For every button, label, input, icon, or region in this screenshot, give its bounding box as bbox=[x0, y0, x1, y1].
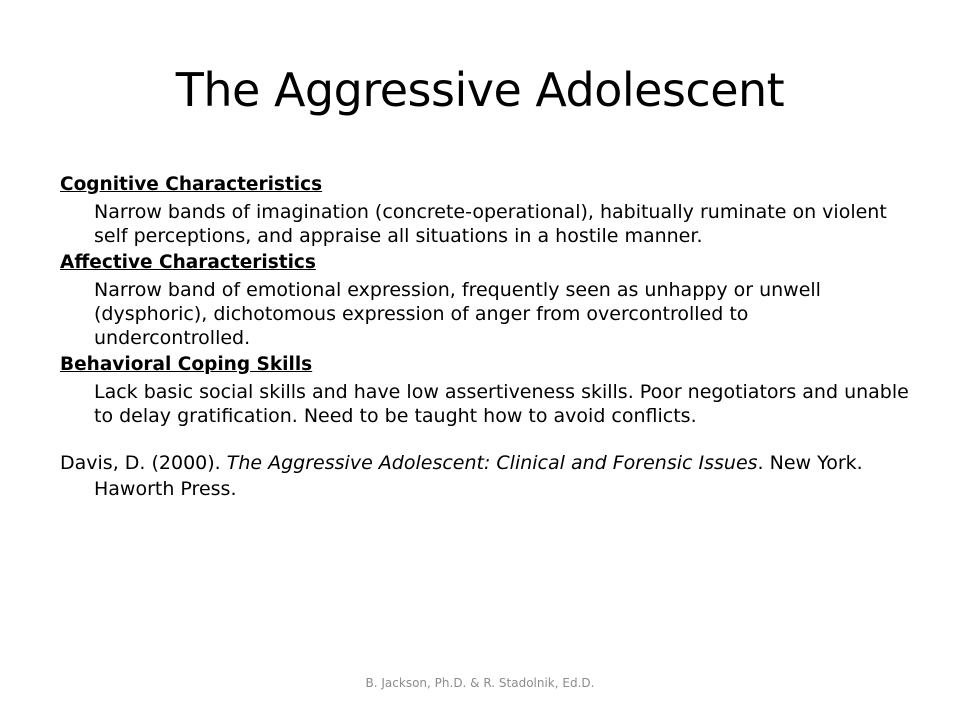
reference-citation bbox=[60, 450, 910, 502]
section-text-behavioral: Lack basic social skills and have low assertiveness skills. Poor negotiators and unable to delay gratification. Need to be taught how to avoid conflicts. bbox=[94, 381, 909, 427]
reference-book-title: The Aggressive Adolescent: Clinical and Forensic Issues bbox=[226, 452, 758, 474]
reference-publisher: . New York. Haworth Press. bbox=[94, 452, 863, 500]
section-text-cognitive: Narrow bands of imagination (concrete-operational), habitually ruminate on violent self perceptions, and appraise all situations in a hostile manner. bbox=[94, 201, 887, 247]
slide-footer: B. Jackson, Ph.D. & R. Stadolnik, Ed.D. bbox=[365, 676, 595, 690]
section-heading-cognitive: Cognitive Characteristics bbox=[60, 174, 323, 195]
section-heading-behavioral: Behavioral Coping Skills bbox=[60, 354, 313, 375]
slide-title: The Aggressive Adolescent bbox=[175, 63, 785, 117]
slide-body bbox=[60, 170, 910, 502]
section-heading-affective: Affective Characteristics bbox=[60, 252, 316, 273]
reference-author: Davis, D. (2000). bbox=[60, 452, 227, 474]
section-text-affective: Narrow band of emotional expression, frequently seen as unhappy or unwell (dysphoric), dichotomous expression of anger from overcontrolled to undercontrolled. bbox=[94, 279, 821, 349]
